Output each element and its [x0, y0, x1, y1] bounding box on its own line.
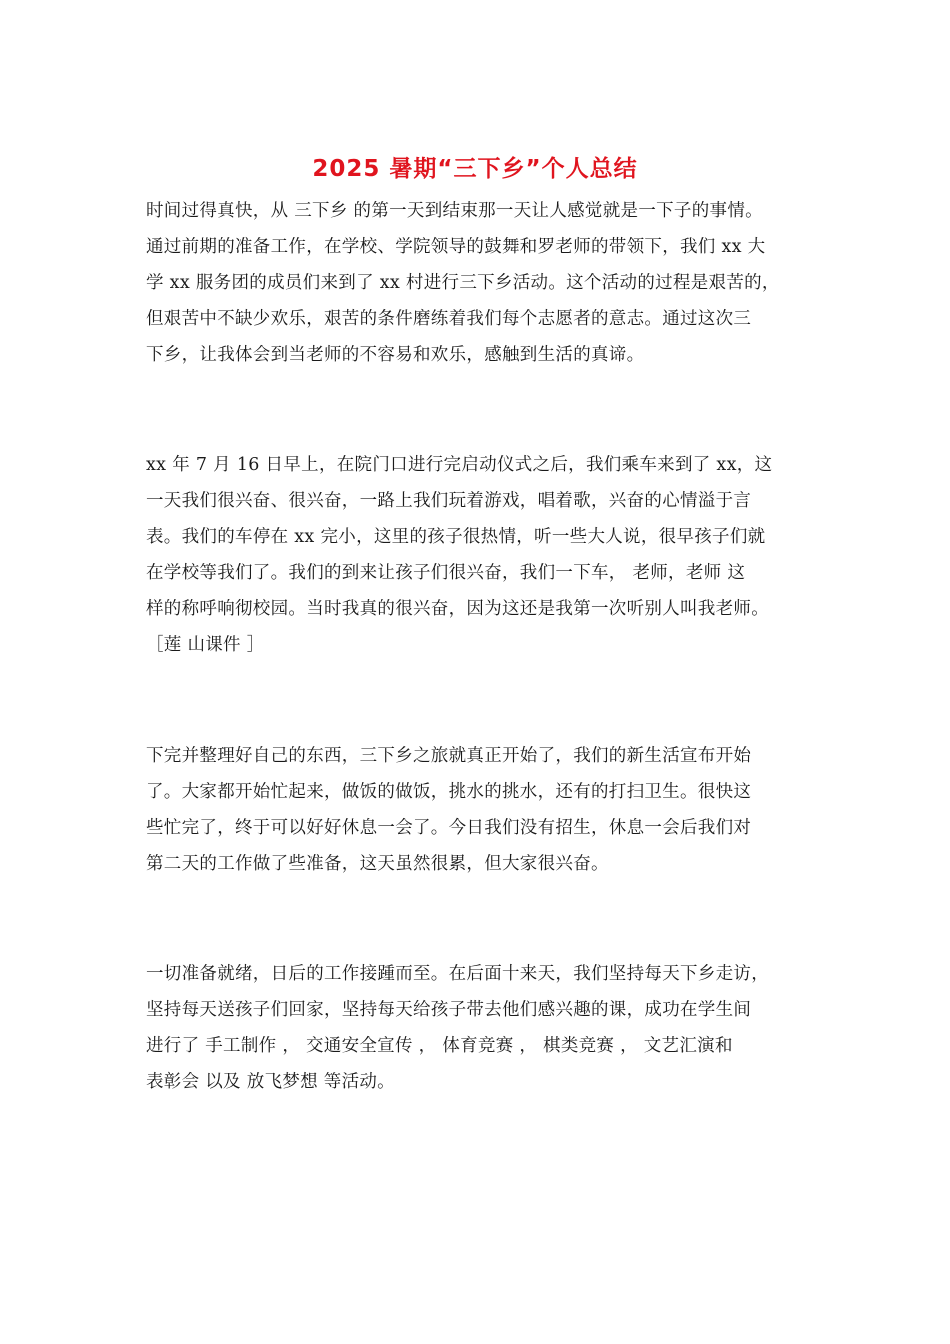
paragraph-4-line-3: 进行了 手工制作 ， 交通安全宣传 ， 体育竞赛 ， 棋类竞赛 ， 文艺汇演和 [146, 1036, 733, 1056]
paragraph-2-line-4: 在学校等我们了。我们的到来让孩子们很兴奋，我们一下车， 老师，老师 这 [146, 563, 746, 583]
paragraph-2-line-6: ［莲 山课件 ］ [146, 635, 265, 655]
paragraph-1-line-3: 学 xx 服务团的成员们来到了 xx 村进行三下乡活动。这个活动的过程是艰苦的， [146, 273, 780, 293]
paragraph-3-line-1: 下完并整理好自己的东西，三下乡之旅就真正开始了，我们的新生活宣布开始 [146, 746, 752, 766]
paragraph-1-line-4: 但艰苦中不缺少欢乐，艰苦的条件磨练着我们每个志愿者的意志。通过这次三 [146, 309, 752, 329]
paragraph-2-line-1: xx 年 7 月 16 日早上，在院门口进行完启动仪式之后，我们乘车来到了 xx，这 [146, 455, 773, 475]
document-title: 2025 暑期“三下乡”个人总结 [312, 156, 638, 182]
paragraph-3-line-2: 了。大家都开始忙起来，做饭的做饭，挑水的挑水，还有的打扫卫生。很快这 [146, 782, 752, 802]
paragraph-3-line-3: 些忙完了，终于可以好好休息一会了。今日我们没有招生，休息一会后我们对 [146, 818, 752, 838]
paragraph-2-line-2: 一天我们很兴奋、很兴奋，一路上我们玩着游戏，唱着歌，兴奋的心情溢于言 [146, 491, 752, 511]
paragraph-1-line-1: 时间过得真快，从 三下乡 的第一天到结束那一天让人感觉就是一下子的事情。 [146, 201, 763, 221]
paragraph-1-line-2: 通过前期的准备工作，在学校、学院领导的鼓舞和罗老师的带领下，我们 xx 大 [146, 237, 766, 257]
paragraph-3-line-4: 第二天的工作做了些准备，这天虽然很累，但大家很兴奋。 [146, 854, 609, 874]
paragraph-4-line-1: 一切准备就绪，日后的工作接踵而至。在后面十来天，我们坚持每天下乡走访， [146, 964, 769, 984]
paragraph-2-line-3: 表。我们的车停在 xx 完小，这里的孩子很热情，听一些大人说，很早孩子们就 [146, 527, 766, 547]
paragraph-1-line-5: 下乡，让我体会到当老师的不容易和欢乐，感触到生活的真谛。 [146, 345, 645, 365]
paragraph-4-line-4: 表彰会 以及 放飞梦想 等活动。 [146, 1072, 395, 1092]
paragraph-2-line-5: 样的称呼响彻校园。当时我真的很兴奋，因为这还是我第一次听别人叫我老师。 [146, 599, 769, 619]
paragraph-4-line-2: 坚持每天送孩子们回家，坚持每天给孩子带去他们感兴趣的课，成功在学生间 [146, 1000, 752, 1020]
